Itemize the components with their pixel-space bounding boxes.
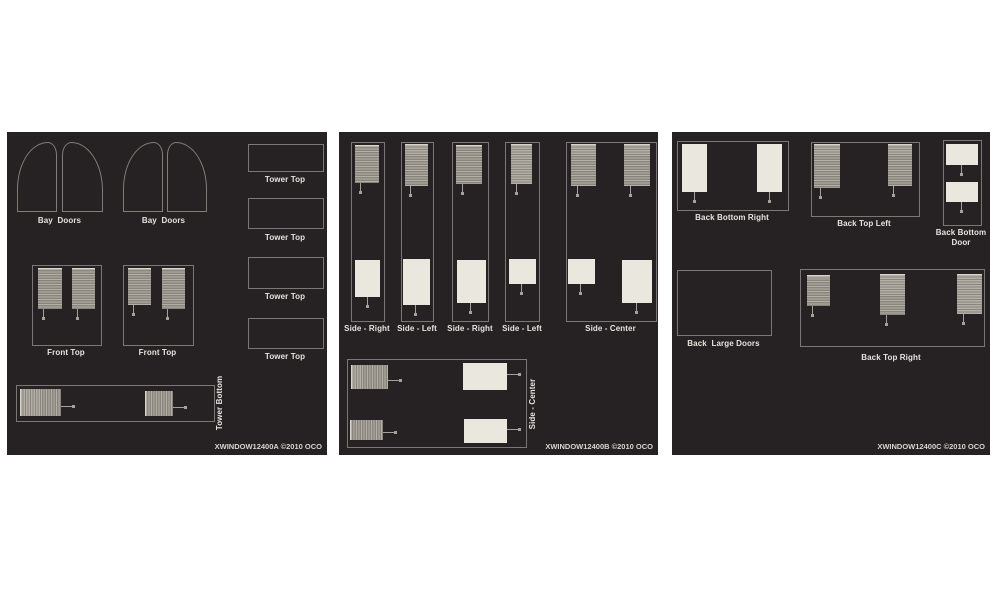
venetian-blind-horizontal: [351, 365, 388, 389]
venetian-blind: [456, 145, 482, 184]
side-left-label: Side - Left: [397, 324, 437, 333]
solid-shade: [403, 259, 430, 305]
venetian-blind: [571, 144, 596, 186]
tower-top-label: Tower Top: [264, 352, 306, 361]
sheet-code: XWINDOW12400C ©2010 OCO: [877, 442, 985, 451]
decal-sheet-c: [672, 132, 990, 455]
venetian-blind: [511, 144, 532, 184]
venetian-blind: [880, 274, 905, 315]
bay-door-right: [167, 142, 207, 212]
venetian-blind: [355, 145, 379, 183]
side-center-label: Side - Center: [585, 324, 636, 333]
solid-shade: [946, 182, 978, 202]
solid-shade: [457, 260, 486, 303]
sheet-code: XWINDOW12400B ©2010 OCO: [545, 442, 653, 451]
front-top-label: Front Top: [47, 348, 85, 357]
bay-door-left: [17, 142, 57, 212]
solid-shade: [509, 259, 536, 284]
venetian-blind: [72, 268, 95, 309]
venetian-blind: [128, 268, 151, 305]
side-center-bottom-label: Side - Center: [528, 378, 537, 430]
back-bottom-door-label: Door: [951, 238, 971, 247]
venetian-blind-horizontal: [145, 391, 173, 416]
venetian-blind-horizontal: [350, 420, 383, 440]
solid-shade-horizontal: [464, 419, 507, 443]
back-top-right-label: Back Top Right: [861, 353, 921, 362]
solid-shade: [568, 259, 595, 284]
venetian-blind: [38, 268, 62, 309]
solid-shade: [355, 260, 380, 297]
front-top-label: Front Top: [138, 348, 177, 357]
solid-shade: [682, 144, 707, 192]
back-large-doors-label: Back Large Doors: [687, 339, 760, 348]
bay-doors-label: Bay Doors: [141, 216, 186, 225]
venetian-blind: [957, 274, 982, 314]
tower-top-label: Tower Top: [264, 292, 306, 301]
bay-door-right: [62, 142, 103, 212]
venetian-blind: [624, 144, 650, 186]
tower-top-slot: [248, 318, 324, 349]
tower-top-slot: [248, 144, 324, 172]
venetian-blind: [405, 144, 428, 186]
bay-door-left: [123, 142, 163, 212]
bay-doors-label: Bay Doors: [37, 216, 82, 225]
venetian-blind: [807, 275, 830, 306]
tower-top-slot: [248, 257, 324, 289]
tower-top-label: Tower Top: [264, 233, 306, 242]
venetian-blind: [814, 144, 840, 188]
venetian-blind-horizontal: [20, 389, 61, 416]
tower-top-label: Tower Top: [264, 175, 306, 184]
back-bottom-door-label: Back Bottom: [935, 228, 987, 237]
tower-top-slot: [248, 198, 324, 229]
back-large-doors-box: [677, 270, 772, 336]
solid-shade: [757, 144, 782, 192]
decal-sheet-a: [7, 132, 327, 455]
venetian-blind: [162, 268, 185, 309]
solid-shade: [946, 144, 978, 165]
side-left-label: Side - Left: [502, 324, 542, 333]
tower-bottom-label: Tower Bottom: [215, 375, 224, 431]
sheet-code: XWINDOW12400A ©2010 OCO: [214, 442, 322, 451]
decal-sheet-b: [339, 132, 658, 455]
venetian-blind: [888, 144, 912, 186]
solid-shade-horizontal: [463, 363, 507, 390]
solid-shade: [622, 260, 652, 303]
back-top-left-label: Back Top Left: [837, 219, 891, 228]
side-right-label: Side - Right: [344, 324, 390, 333]
back-bottom-right-label: Back Bottom Right: [695, 213, 769, 222]
side-right-label: Side - Right: [447, 324, 493, 333]
